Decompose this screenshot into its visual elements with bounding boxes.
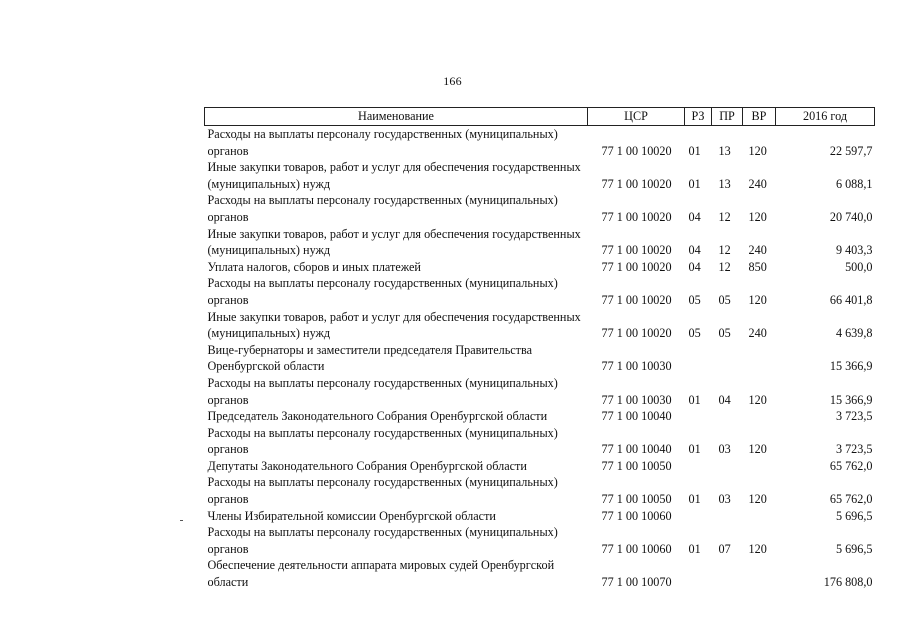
cell-rz: 01	[688, 392, 701, 407]
cell-pr: 03	[718, 442, 731, 457]
cell-name: Расходы на выплаты персоналу государственных (муниципальных) органов	[207, 193, 558, 224]
cell-pr: 03	[718, 492, 731, 507]
cell-rz: 05	[688, 326, 701, 341]
cell-rz: 04	[688, 259, 701, 274]
cell-vr	[743, 408, 776, 425]
cell-vr: 120	[748, 492, 767, 507]
cell-pr: 12	[718, 243, 731, 258]
table-header-row	[205, 108, 875, 126]
cell-csr: 77 1 00 10050	[601, 458, 672, 473]
cell-amount: 3 723,5	[835, 409, 873, 424]
cell-rz: 01	[688, 143, 701, 158]
cell-pr: 12	[718, 209, 731, 224]
cell-rz: 04	[688, 243, 701, 258]
cell-name: Обеспечение деятельности аппарата мировых судей Оренбургской области	[207, 558, 555, 590]
table-row	[205, 375, 875, 408]
cell-csr: 77 1 00 10020	[601, 292, 672, 307]
cell-amount: 176 808,0	[823, 575, 873, 590]
cell-rz	[685, 342, 712, 375]
cell-csr: 77 1 00 10060	[601, 508, 672, 523]
cell-csr: 77 1 00 10020	[601, 209, 672, 224]
cell-amount: 65 762,0	[829, 492, 873, 507]
cell-csr: 77 1 00 10050	[601, 492, 672, 507]
cell-rz	[685, 408, 712, 425]
cell-rz: 01	[688, 541, 701, 556]
cell-amount: 22 597,7	[829, 143, 873, 158]
cell-vr: 240	[748, 326, 767, 341]
cell-vr	[743, 342, 776, 375]
table-row	[205, 192, 875, 225]
cell-amount: 500,0	[845, 259, 873, 274]
cell-pr: 05	[718, 292, 731, 307]
cell-vr	[743, 508, 776, 525]
table-row	[205, 159, 875, 192]
cell-name: Расходы на выплаты персоналу государственных (муниципальных) органов	[207, 425, 558, 457]
cell-name: Вице-губернаторы и заместители председателя Правительства Оренбургской области	[207, 342, 533, 374]
cell-pr	[712, 458, 743, 475]
cell-pr: 12	[718, 259, 731, 274]
cell-rz	[685, 557, 712, 590]
header-rz: РЗ	[685, 108, 712, 126]
cell-pr: 04	[718, 392, 731, 407]
cell-name: Иные закупки товаров, работ и услуг для обеспечения государственных (муниципальных) нужд	[207, 309, 581, 341]
cell-pr	[712, 342, 743, 375]
cell-csr: 77 1 00 10070	[601, 575, 672, 590]
page-number: 166	[443, 74, 462, 88]
header-csr: ЦСР	[588, 108, 685, 126]
cell-vr	[743, 458, 776, 475]
cell-amount: 9 403,3	[835, 243, 873, 258]
cell-pr	[712, 508, 743, 525]
cell-csr: 77 1 00 10030	[601, 392, 672, 407]
cell-csr: 77 1 00 10030	[601, 359, 672, 374]
table-row	[205, 408, 875, 425]
cell-name: Иные закупки товаров, работ и услуг для обеспечения государственных (муниципальных) нужд	[207, 226, 581, 258]
cell-csr: 77 1 00 10020	[601, 326, 672, 341]
table-row	[205, 508, 875, 525]
cell-csr: 77 1 00 10040	[601, 409, 672, 424]
cell-amount: 15 366,9	[829, 392, 873, 407]
cell-pr: 05	[718, 326, 731, 341]
cell-rz: 01	[688, 176, 701, 191]
cell-rz: 01	[688, 492, 701, 507]
cell-amount: 15 366,9	[829, 359, 873, 374]
cell-rz	[685, 458, 712, 475]
cell-pr: 07	[718, 541, 731, 556]
cell-csr: 77 1 00 10020	[601, 176, 672, 191]
cell-pr: 13	[718, 176, 731, 191]
cell-pr	[712, 557, 743, 590]
cell-vr: 120	[748, 209, 767, 224]
cell-csr: 77 1 00 10020	[601, 143, 672, 158]
cell-vr: 240	[748, 176, 767, 191]
cell-vr: 120	[748, 143, 767, 158]
cell-pr	[712, 408, 743, 425]
cell-name: Расходы на выплаты персоналу государственных (муниципальных) органов	[207, 525, 558, 556]
cell-name: Председатель Законодательного Собрания Оренбургской области	[207, 409, 548, 424]
cell-name: Иные закупки товаров, работ и услуг для обеспечения государственных (муниципальных) нужд	[207, 160, 581, 191]
table-row	[205, 458, 875, 475]
margin-mark	[180, 520, 183, 521]
cell-name: Члены Избирательной комиссии Оренбургской области	[207, 508, 496, 523]
cell-vr	[743, 557, 776, 590]
table-row	[205, 524, 875, 557]
cell-vr: 850	[748, 259, 767, 274]
header-pr: ПР	[712, 108, 743, 126]
cell-amount: 5 696,5	[835, 541, 873, 556]
cell-vr: 120	[748, 292, 767, 307]
cell-rz: 04	[688, 209, 701, 224]
table-row	[205, 226, 875, 259]
cell-amount: 65 762,0	[829, 458, 873, 473]
cell-rz: 01	[688, 442, 701, 457]
table-body	[205, 126, 875, 591]
cell-name: Уплата налогов, сборов и иных платежей	[207, 259, 421, 274]
table-row	[205, 275, 875, 308]
cell-name: Расходы на выплаты персоналу государственных (муниципальных) органов	[207, 127, 558, 158]
header-vr: ВР	[743, 108, 776, 126]
budget-table	[204, 107, 875, 591]
cell-csr: 77 1 00 10020	[601, 259, 672, 274]
cell-amount: 3 723,5	[835, 442, 873, 457]
cell-csr: 77 1 00 10060	[601, 541, 672, 556]
cell-vr: 120	[748, 392, 767, 407]
table-row	[205, 557, 875, 590]
cell-amount: 4 639,8	[835, 326, 873, 341]
table-row	[205, 259, 875, 276]
cell-csr: 77 1 00 10020	[601, 243, 672, 258]
cell-vr: 120	[748, 442, 767, 457]
cell-name: Депутаты Законодательного Собрания Оренбургской области	[207, 458, 527, 473]
cell-pr: 13	[718, 143, 731, 158]
table-row	[205, 474, 875, 507]
header-name: Наименование	[205, 108, 588, 126]
table-row	[205, 309, 875, 342]
cell-vr: 240	[748, 243, 767, 258]
cell-rz	[685, 508, 712, 525]
cell-amount: 6 088,1	[835, 176, 873, 191]
cell-amount: 66 401,8	[829, 292, 873, 307]
cell-name: Расходы на выплаты персоналу государственных (муниципальных) органов	[207, 276, 558, 307]
cell-csr: 77 1 00 10040	[601, 442, 672, 457]
cell-name: Расходы на выплаты персоналу государственных (муниципальных) органов	[207, 475, 558, 507]
header-year-amount: 2016 год	[776, 108, 875, 126]
cell-rz: 05	[688, 292, 701, 307]
cell-vr: 120	[748, 541, 767, 556]
cell-name: Расходы на выплаты персоналу государственных (муниципальных) органов	[207, 375, 558, 407]
cell-amount: 5 696,5	[835, 508, 873, 523]
table-row	[205, 126, 875, 160]
table-row	[205, 425, 875, 458]
cell-amount: 20 740,0	[829, 209, 873, 224]
table-row	[205, 342, 875, 375]
